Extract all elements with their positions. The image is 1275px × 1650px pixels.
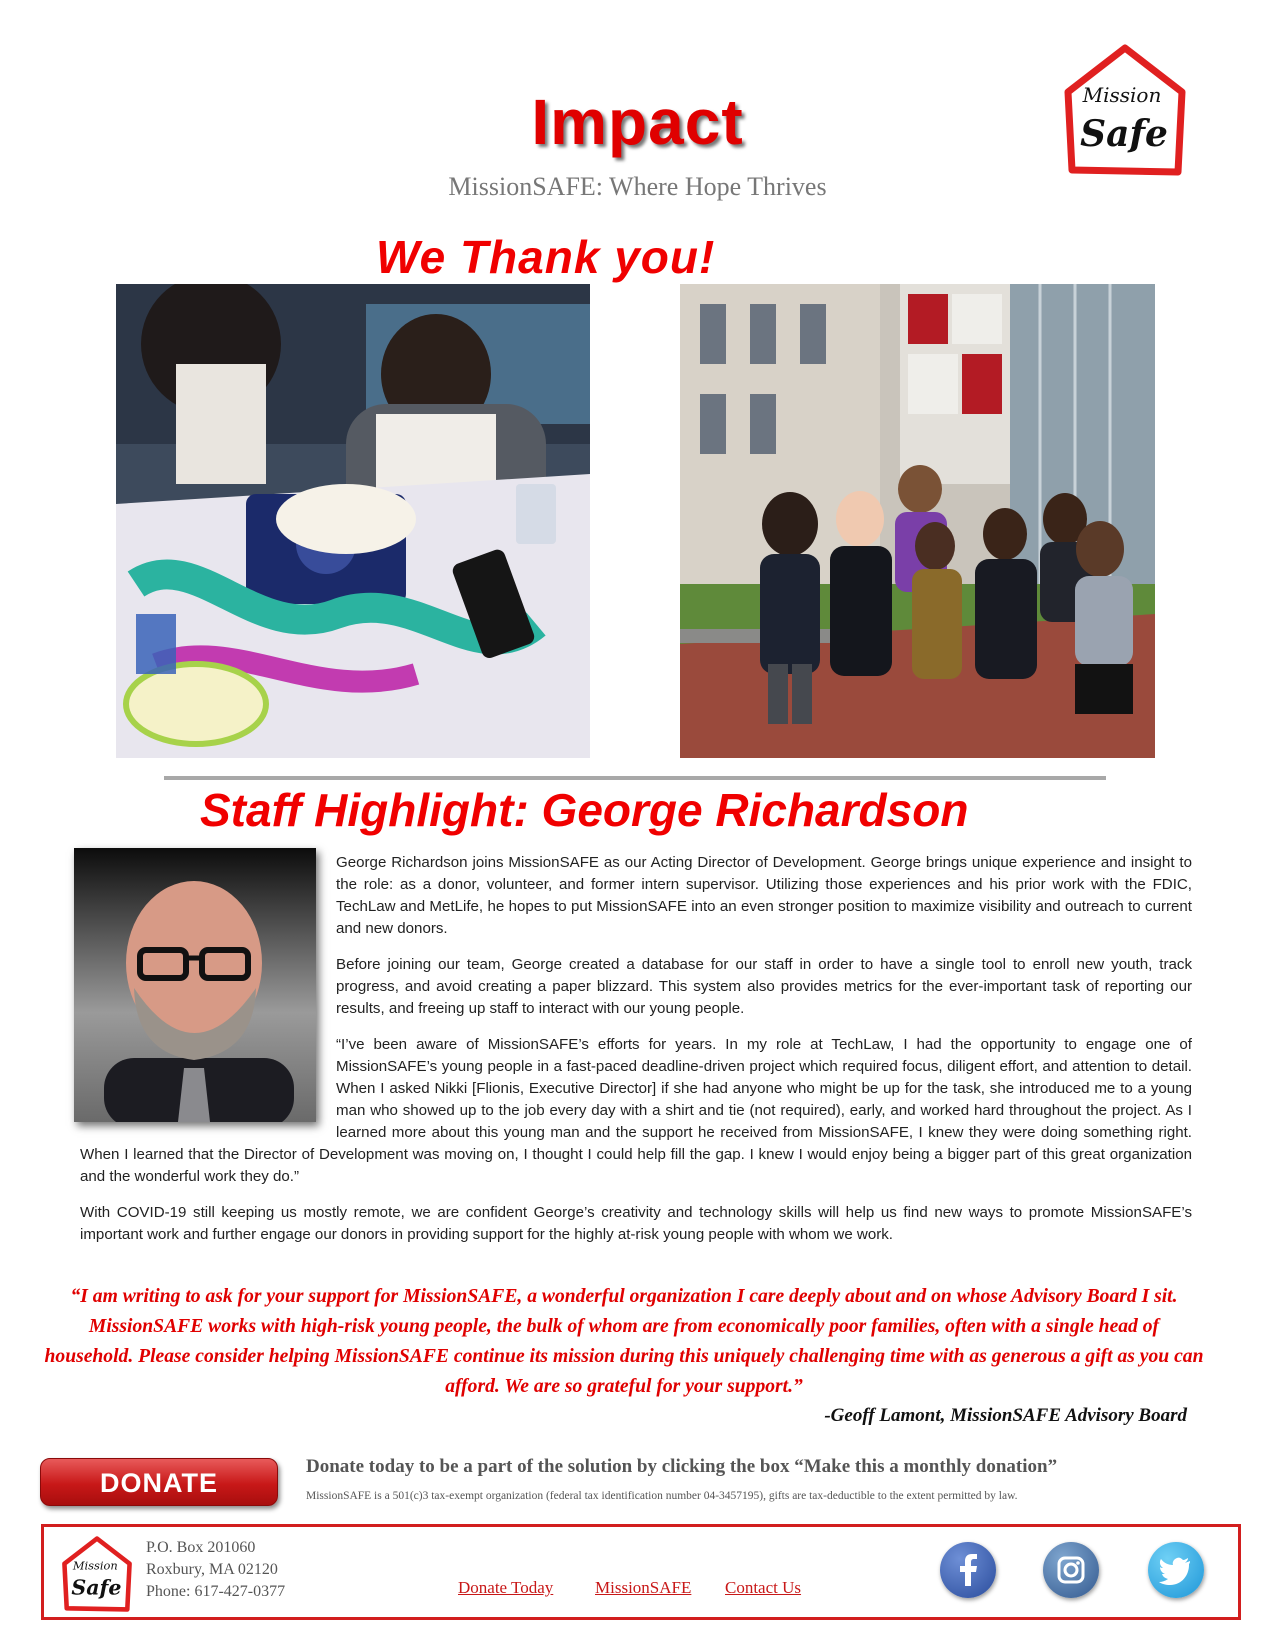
logo-text-bottom: Safe xyxy=(1080,113,1168,155)
bio-paragraph: Before joining our team, George created a database for our staff in order to have a single tool to enroll new youth, track progress, and avoid creating a paper blizzard. This system also provides metrics for the ever-important task of reporting our results, and freeing up staff to interact with our young people. xyxy=(336,956,1192,1017)
phone-number: Phone: 617-427-0377 xyxy=(146,1583,286,1600)
footer-logo xyxy=(58,1534,136,1614)
footer-logo-text-top: Mission xyxy=(72,1558,118,1573)
address-line-2: Roxbury, MA 02120 xyxy=(146,1561,278,1578)
bio-paragraph: “I’ve been aware of MissionSAFE’s efforts for years. In my role at TechLaw, I had the opportunity to engage one of MissionSAFE’s young people in a fast-paced deadline-driven project which required focus, diligent effort, and attention to detail. When I asked Nikki [Flionis, Executive Director] if she had anyone who might be up for the task, she introduced me to a young man who showed up to the job every day with a shirt and tie (not required), early, and worked hard throughout the project. As I learned more about this young man and the support he received from MissionSAFE, I knew they were doing something right. When I learned that the Director of Development was moving on, I thought I could help fill the gap. I knew I would enjoy being a bigger part of this great organization and the wonderful work they do.” xyxy=(80,1036,1192,1185)
staff-bio xyxy=(80,852,1192,1260)
contact-us-link[interactable]: Contact Us xyxy=(725,1578,802,1597)
donate-button[interactable]: DONATE xyxy=(40,1458,278,1506)
thanks-heading: We Thank you! xyxy=(376,231,716,283)
missionsafe-link[interactable]: MissionSAFE xyxy=(595,1578,692,1597)
facebook-icon[interactable] xyxy=(940,1542,996,1598)
quote-author: -Geoff Lamont, MissionSAFE Advisory Board xyxy=(824,1405,1187,1426)
section-divider xyxy=(164,776,1106,780)
logo-text-top: Mission xyxy=(1082,83,1162,107)
page-title: Impact xyxy=(531,86,744,158)
page-subtitle: MissionSAFE: Where Hope Thrives xyxy=(448,172,827,201)
donate-today-link[interactable]: Donate Today xyxy=(458,1578,554,1597)
bio-paragraph: George Richardson joins MissionSAFE as our Acting Director of Development. George brings unique experience and insight to the role: as a donor, volunteer, and former intern supervisor. Utilizing those experiences and his prior work with the FDIC, TechLaw and MetLife, he hopes to put MissionSAFE into an even stronger position to maximize visibility and outreach to current and new donors. xyxy=(336,854,1192,937)
instagram-icon[interactable] xyxy=(1043,1542,1099,1598)
address-line-1: P.O. Box 201060 xyxy=(146,1539,256,1556)
mailing-address xyxy=(146,1537,285,1603)
footer-logo-text-bottom: Safe xyxy=(71,1575,122,1600)
student-painting-photo xyxy=(116,284,590,758)
youth-group-photo xyxy=(680,284,1155,758)
advisory-quote: “I am writing to ask for your support for MissionSAFE, a wonderful organization I care deeply about and on whose Advisory Board I sit. MissionSAFE works with high-risk young people, the bulk of whom are from economically poor families, often with a single head of household. Please consider helping MissionSAFE continue its mission during this uniquely challenging time with as generous a gift as you can afford. We are so grateful for your support.” xyxy=(44,1286,1204,1397)
portrait-spacer xyxy=(80,852,336,1130)
donate-call-to-action: Donate today to be a part of the solution by clicking the box “Make this a monthly donation” xyxy=(306,1456,1058,1477)
tax-exempt-note: MissionSAFE is a 501(c)3 tax-exempt organization (federal tax identification number 04-3457195), gifts are tax-deductible to the extent permitted by law. xyxy=(306,1490,1018,1502)
missionsafe-logo xyxy=(1060,40,1190,180)
bio-paragraph: With COVID-19 still keeping us mostly remote, we are confident George’s creativity and technology skills will help us find new ways to promote MissionSAFE’s important work and further engage our donors in providing support for the highly at-risk young people with whom we work. xyxy=(80,1204,1192,1243)
staff-highlight-heading: Staff Highlight: George Richardson xyxy=(200,784,969,836)
twitter-icon[interactable] xyxy=(1148,1542,1204,1598)
